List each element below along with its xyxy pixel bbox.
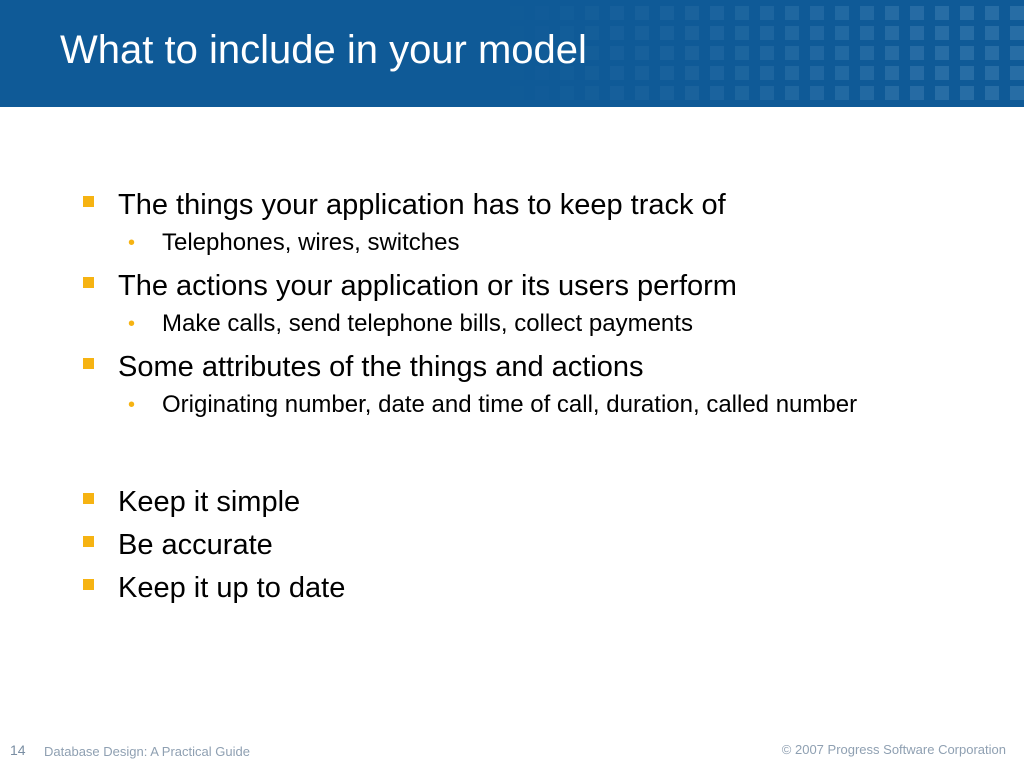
- grid-square: [685, 86, 699, 100]
- bullet-item: [80, 188, 980, 222]
- grid-square: [860, 86, 874, 100]
- grid-square: [885, 66, 899, 80]
- sub-bullet-text: Originating number, date and time of call, duration, called number: [162, 391, 858, 418]
- grid-square: [885, 6, 899, 20]
- grid-square: [985, 66, 999, 80]
- grid-square: [585, 6, 599, 20]
- grid-square: [710, 26, 724, 40]
- grid-square: [835, 6, 849, 20]
- grid-square: [760, 86, 774, 100]
- grid-square: [660, 6, 674, 20]
- grid-square: [735, 86, 749, 100]
- bullet-text: Be accurate: [118, 529, 273, 561]
- bullet-item: [80, 571, 980, 605]
- grid-square: [785, 86, 799, 100]
- bullet-text: The actions your application or its users perform: [118, 270, 737, 302]
- square-bullet-icon: [83, 277, 94, 288]
- square-bullet-icon: [83, 493, 94, 504]
- bullet-item: [80, 269, 980, 303]
- footer-copyright: © 2007 Progress Software Corporation: [781, 742, 1006, 757]
- sub-bullet-item: [80, 227, 980, 259]
- grid-square: [910, 46, 924, 60]
- grid-square: [835, 86, 849, 100]
- bullet-item: [80, 350, 980, 384]
- grid-square: [735, 66, 749, 80]
- grid-square: [785, 66, 799, 80]
- bullet-item: [80, 528, 980, 562]
- grid-square: [985, 26, 999, 40]
- grid-square: [935, 86, 949, 100]
- grid-square: [885, 86, 899, 100]
- grid-square: [810, 46, 824, 60]
- slide-content: [80, 188, 980, 614]
- grid-square: [660, 66, 674, 80]
- grid-square: [1010, 26, 1024, 40]
- grid-square: [510, 86, 524, 100]
- grid-square: [860, 6, 874, 20]
- grid-square: [985, 86, 999, 100]
- grid-square: [885, 46, 899, 60]
- grid-square: [910, 26, 924, 40]
- grid-square: [810, 86, 824, 100]
- grid-square: [710, 6, 724, 20]
- grid-square: [685, 26, 699, 40]
- grid-square: [760, 6, 774, 20]
- grid-square: [610, 26, 624, 40]
- page-number: 14: [10, 742, 26, 758]
- grid-square: [910, 6, 924, 20]
- grid-square: [810, 66, 824, 80]
- header-bar: [0, 0, 1024, 107]
- grid-square: [810, 6, 824, 20]
- grid-square: [660, 46, 674, 60]
- grid-square: [835, 66, 849, 80]
- grid-square: [960, 6, 974, 20]
- grid-square: [660, 86, 674, 100]
- grid-square: [635, 26, 649, 40]
- bullet-text: Some attributes of the things and actions: [118, 351, 644, 383]
- grid-square: [935, 6, 949, 20]
- dot-bullet-icon: •: [128, 394, 136, 416]
- grid-square: [785, 46, 799, 60]
- grid-square: [635, 46, 649, 60]
- square-bullet-icon: [83, 358, 94, 369]
- grid-square: [910, 86, 924, 100]
- square-bullet-icon: [83, 196, 94, 207]
- grid-square: [1010, 86, 1024, 100]
- grid-square: [585, 66, 599, 80]
- grid-square: [760, 66, 774, 80]
- grid-square: [610, 86, 624, 100]
- dot-bullet-icon: •: [128, 313, 136, 335]
- slide-title: What to include in your model: [60, 28, 587, 72]
- bullet-text: Keep it simple: [118, 486, 301, 518]
- grid-square: [835, 46, 849, 60]
- grid-square: [610, 66, 624, 80]
- grid-square: [560, 6, 574, 20]
- grid-square: [510, 6, 524, 20]
- grid-square: [960, 86, 974, 100]
- grid-square: [585, 26, 599, 40]
- grid-square: [635, 6, 649, 20]
- grid-square: [635, 86, 649, 100]
- bullet-item: [80, 485, 980, 519]
- grid-square: [1010, 66, 1024, 80]
- grid-square: [710, 46, 724, 60]
- grid-square: [935, 46, 949, 60]
- sub-bullet-text: Make calls, send telephone bills, collect payments: [162, 310, 693, 337]
- grid-square: [935, 66, 949, 80]
- footer-doc-title: Database Design: A Practical Guide: [44, 744, 250, 759]
- grid-square: [935, 26, 949, 40]
- grid-square: [860, 26, 874, 40]
- grid-square: [785, 6, 799, 20]
- sub-bullet-text: Telephones, wires, switches: [162, 229, 460, 256]
- grid-square: [785, 26, 799, 40]
- grid-square: [535, 86, 549, 100]
- grid-square: [685, 66, 699, 80]
- sub-bullet-item: [80, 308, 980, 340]
- grid-square: [985, 6, 999, 20]
- grid-square: [835, 26, 849, 40]
- grid-square: [760, 46, 774, 60]
- grid-square: [810, 26, 824, 40]
- grid-square: [610, 46, 624, 60]
- bullet-text: Keep it up to date: [118, 572, 346, 604]
- dot-bullet-icon: •: [128, 232, 136, 254]
- grid-square: [860, 46, 874, 60]
- grid-square: [585, 86, 599, 100]
- grid-square: [685, 46, 699, 60]
- grid-square: [1010, 6, 1024, 20]
- spacer: [80, 431, 980, 485]
- square-bullet-icon: [83, 536, 94, 547]
- grid-square: [660, 26, 674, 40]
- grid-square: [910, 66, 924, 80]
- grid-square: [960, 26, 974, 40]
- bullet-text: The things your application has to keep track of: [118, 189, 726, 221]
- grid-square: [1010, 46, 1024, 60]
- grid-square: [685, 6, 699, 20]
- grid-square: [535, 6, 549, 20]
- grid-square: [710, 86, 724, 100]
- grid-square: [710, 66, 724, 80]
- grid-square: [635, 66, 649, 80]
- square-bullet-icon: [83, 579, 94, 590]
- grid-square: [560, 86, 574, 100]
- grid-square: [585, 46, 599, 60]
- grid-square: [610, 6, 624, 20]
- grid-square: [735, 6, 749, 20]
- grid-square: [985, 46, 999, 60]
- grid-square: [960, 46, 974, 60]
- grid-square: [885, 26, 899, 40]
- grid-square: [735, 26, 749, 40]
- sub-bullet-item: [80, 389, 980, 421]
- grid-square: [760, 26, 774, 40]
- grid-square: [735, 46, 749, 60]
- grid-square: [960, 66, 974, 80]
- grid-square: [860, 66, 874, 80]
